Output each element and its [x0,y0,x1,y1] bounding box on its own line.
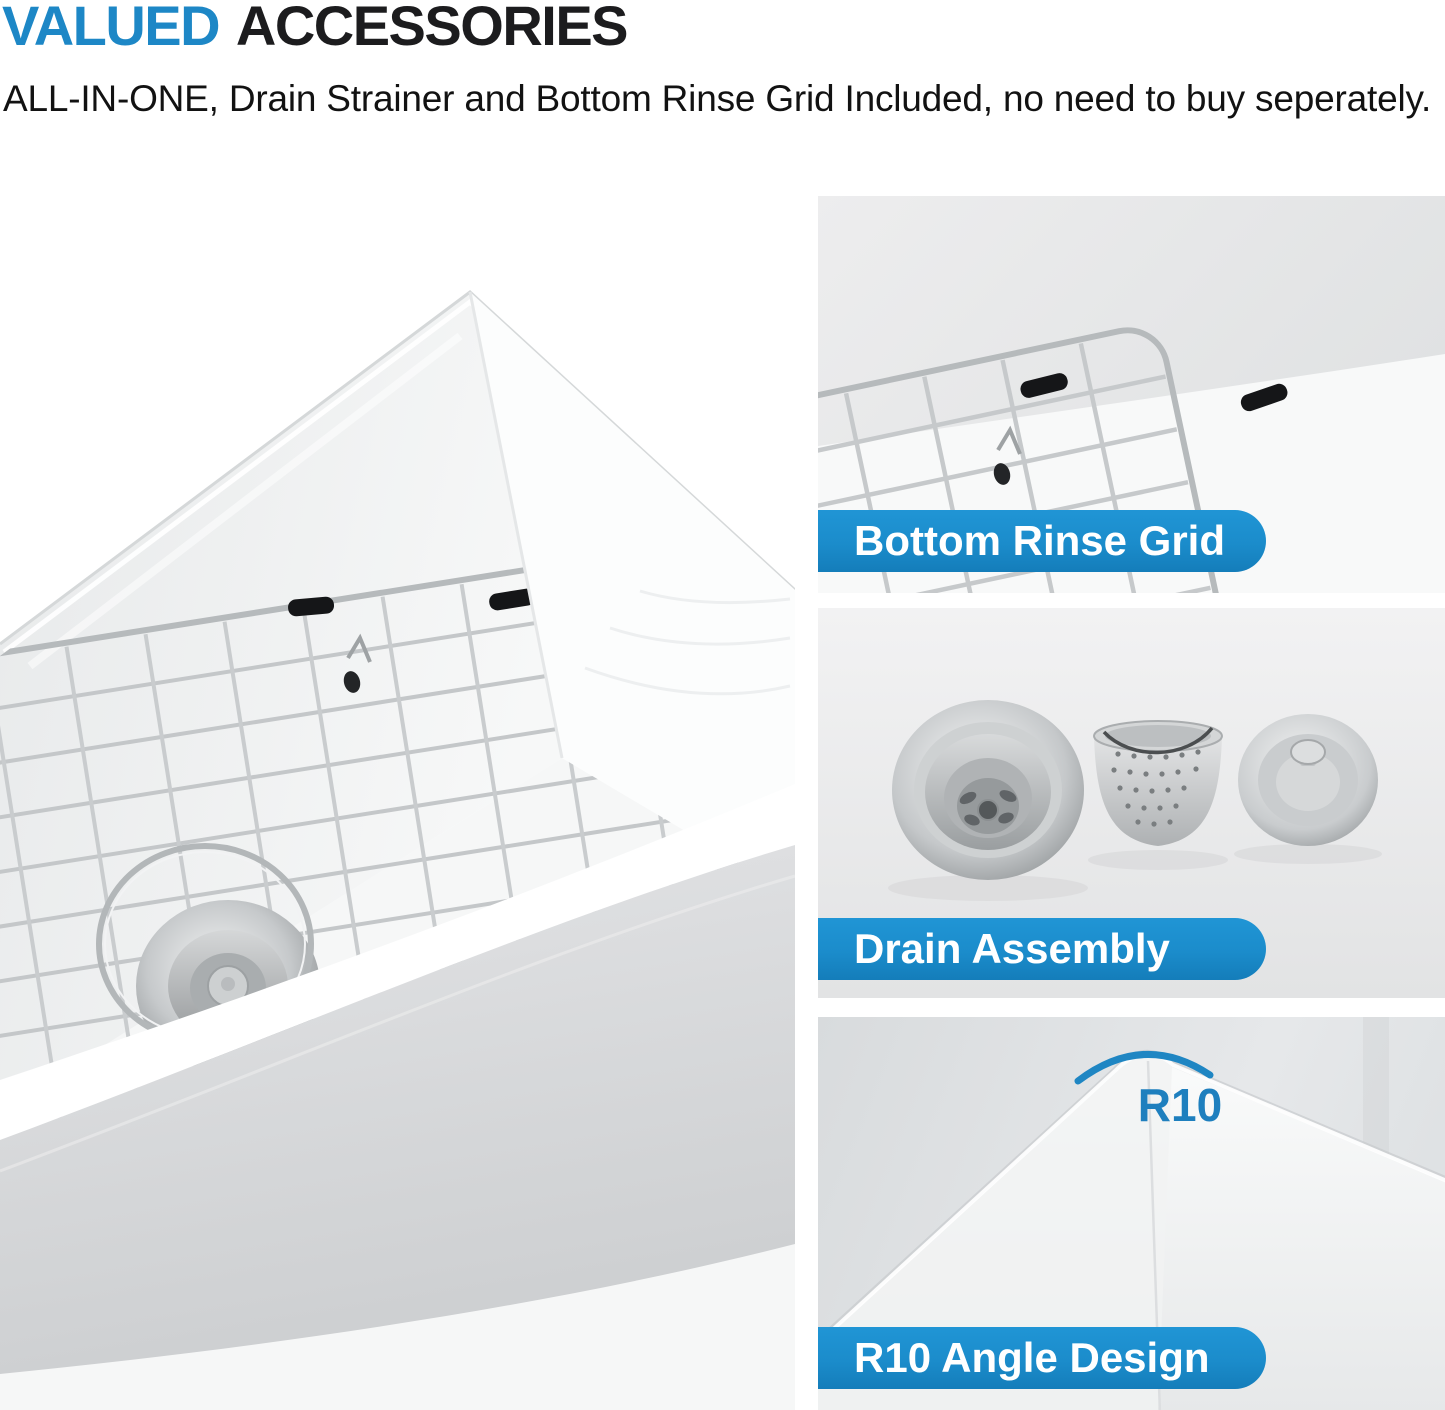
shadow [1088,850,1228,870]
sink-photo-art [0,196,795,1410]
drain-flange [892,700,1084,880]
caption-r10-angle-design: R10 Angle Design [818,1327,1266,1389]
r10-annotation: R10 [1137,1079,1223,1131]
caption-bottom-rinse-grid: Bottom Rinse Grid [818,510,1266,572]
drain-stopper [1238,714,1378,846]
page-title-rest: ACCESSORIES [235,0,628,57]
page-title [2,0,627,56]
stopper-knob [1291,740,1325,764]
panel-bottom-rinse-grid [818,196,1445,593]
page-title-highlight: VALUED [2,0,220,57]
caption-drain-assembly: Drain Assembly [818,918,1266,980]
panel-drain-assembly [818,608,1445,998]
panel-r10-angle-design [818,1017,1445,1410]
shadow [1234,844,1382,864]
page-subtitle: ALL-IN-ONE, Drain Strainer and Bottom Rinse Grid Included, no need to buy seperately. [3,78,1432,119]
sink-photo [0,196,795,1410]
